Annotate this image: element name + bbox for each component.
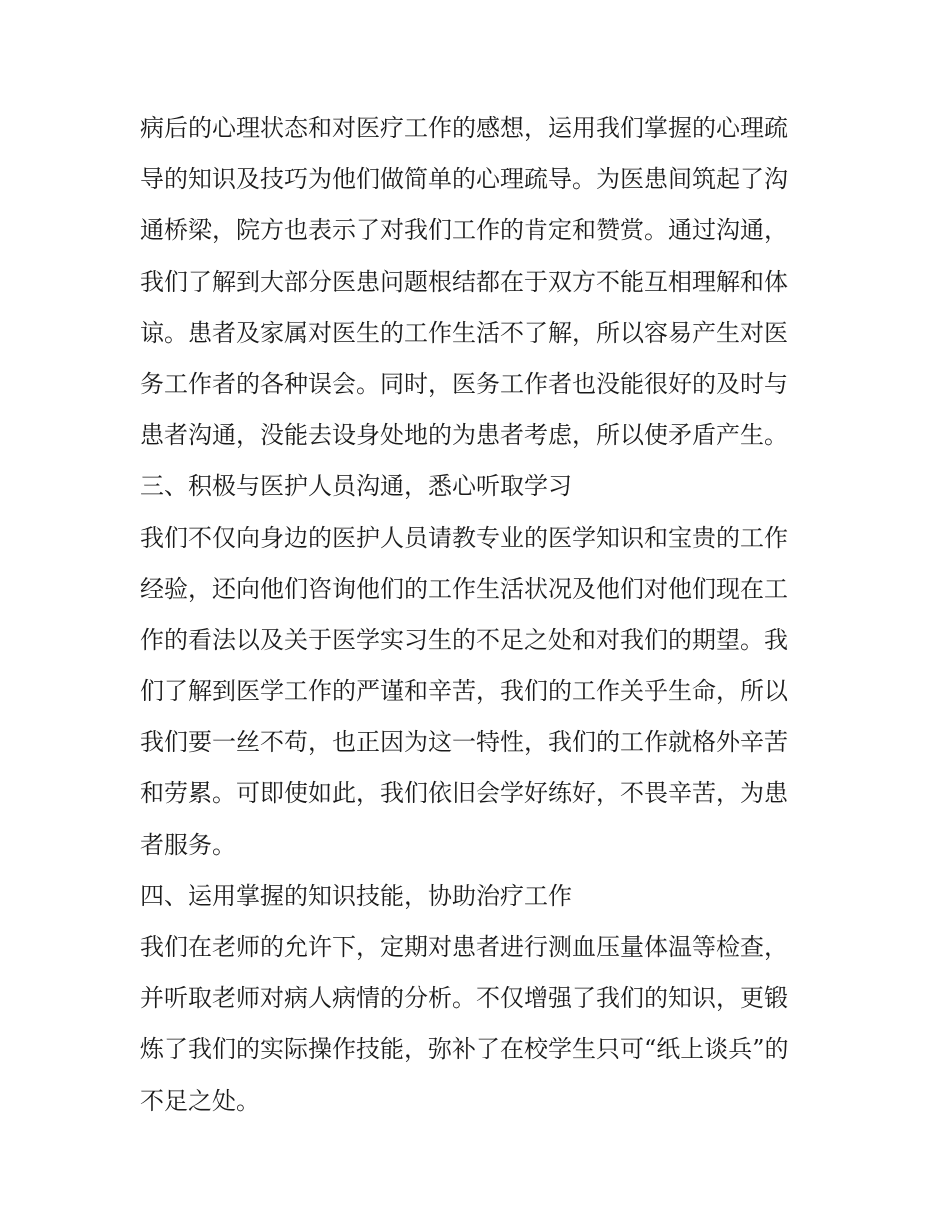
paragraph-line: 作的看法以及关于医学实习生的不足之处和对我们的期望。我 — [140, 625, 788, 654]
paragraph-line: 我们要一丝不苟，也正因为这一特性，我们的工作就格外辛苦 — [140, 728, 788, 757]
paragraph-line: 谅。患者及家属对医生的工作生活不了解，所以容易产生对医 — [140, 318, 788, 347]
paragraph-line: 并听取老师对病人病情的分析。不仅增强了我们的知识，更锻 — [140, 984, 788, 1013]
paragraph-line: 经验，还向他们咨询他们的工作生活状况及他们对他们现在工 — [140, 574, 788, 603]
paragraph-line: 炼了我们的实际操作技能，弥补了在校学生只可“纸上谈兵”的 — [140, 1035, 789, 1064]
paragraph-line: 们了解到医学工作的严谨和辛苦，我们的工作关乎生命，所以 — [140, 677, 788, 706]
paragraph-line: 病后的心理状态和对医疗工作的感想，运用我们掌握的心理疏 — [140, 114, 788, 142]
paragraph-line: 务工作者的各种误会。同时，医务工作者也没能很好的及时与 — [140, 369, 788, 398]
paragraph-line: 导的知识及技巧为他们做简单的心理疏导。为医患间筑起了沟 — [140, 165, 788, 194]
paragraph-line: 不足之处。 — [140, 1086, 260, 1115]
paragraph-line: 我们在老师的允许下，定期对患者进行测血压量体温等检查， — [140, 933, 788, 961]
section-heading: 三、积极与医护人员沟通，悉心听取学习 — [140, 472, 572, 501]
document-body — [140, 103, 840, 1127]
section-heading: 四、运用掌握的知识技能，协助治疗工作 — [140, 881, 572, 910]
paragraph-line: 我们了解到大部分医患问题根结都在于双方不能互相理解和体 — [140, 267, 788, 296]
paragraph-line: 我们不仅向身边的医护人员请教专业的医学知识和宝贵的工作 — [140, 523, 788, 552]
paragraph-line: 通桥梁，院方也表示了对我们工作的肯定和赞赏。通过沟通， — [140, 216, 788, 245]
paragraph-line: 和劳累。可即使如此，我们依旧会学好练好，不畏辛苦，为患 — [140, 779, 788, 808]
paragraph-line: 患者沟通，没能去设身处地的为患者考虑，所以使矛盾产生。 — [140, 421, 788, 450]
paragraph-line: 者服务。 — [140, 830, 236, 859]
